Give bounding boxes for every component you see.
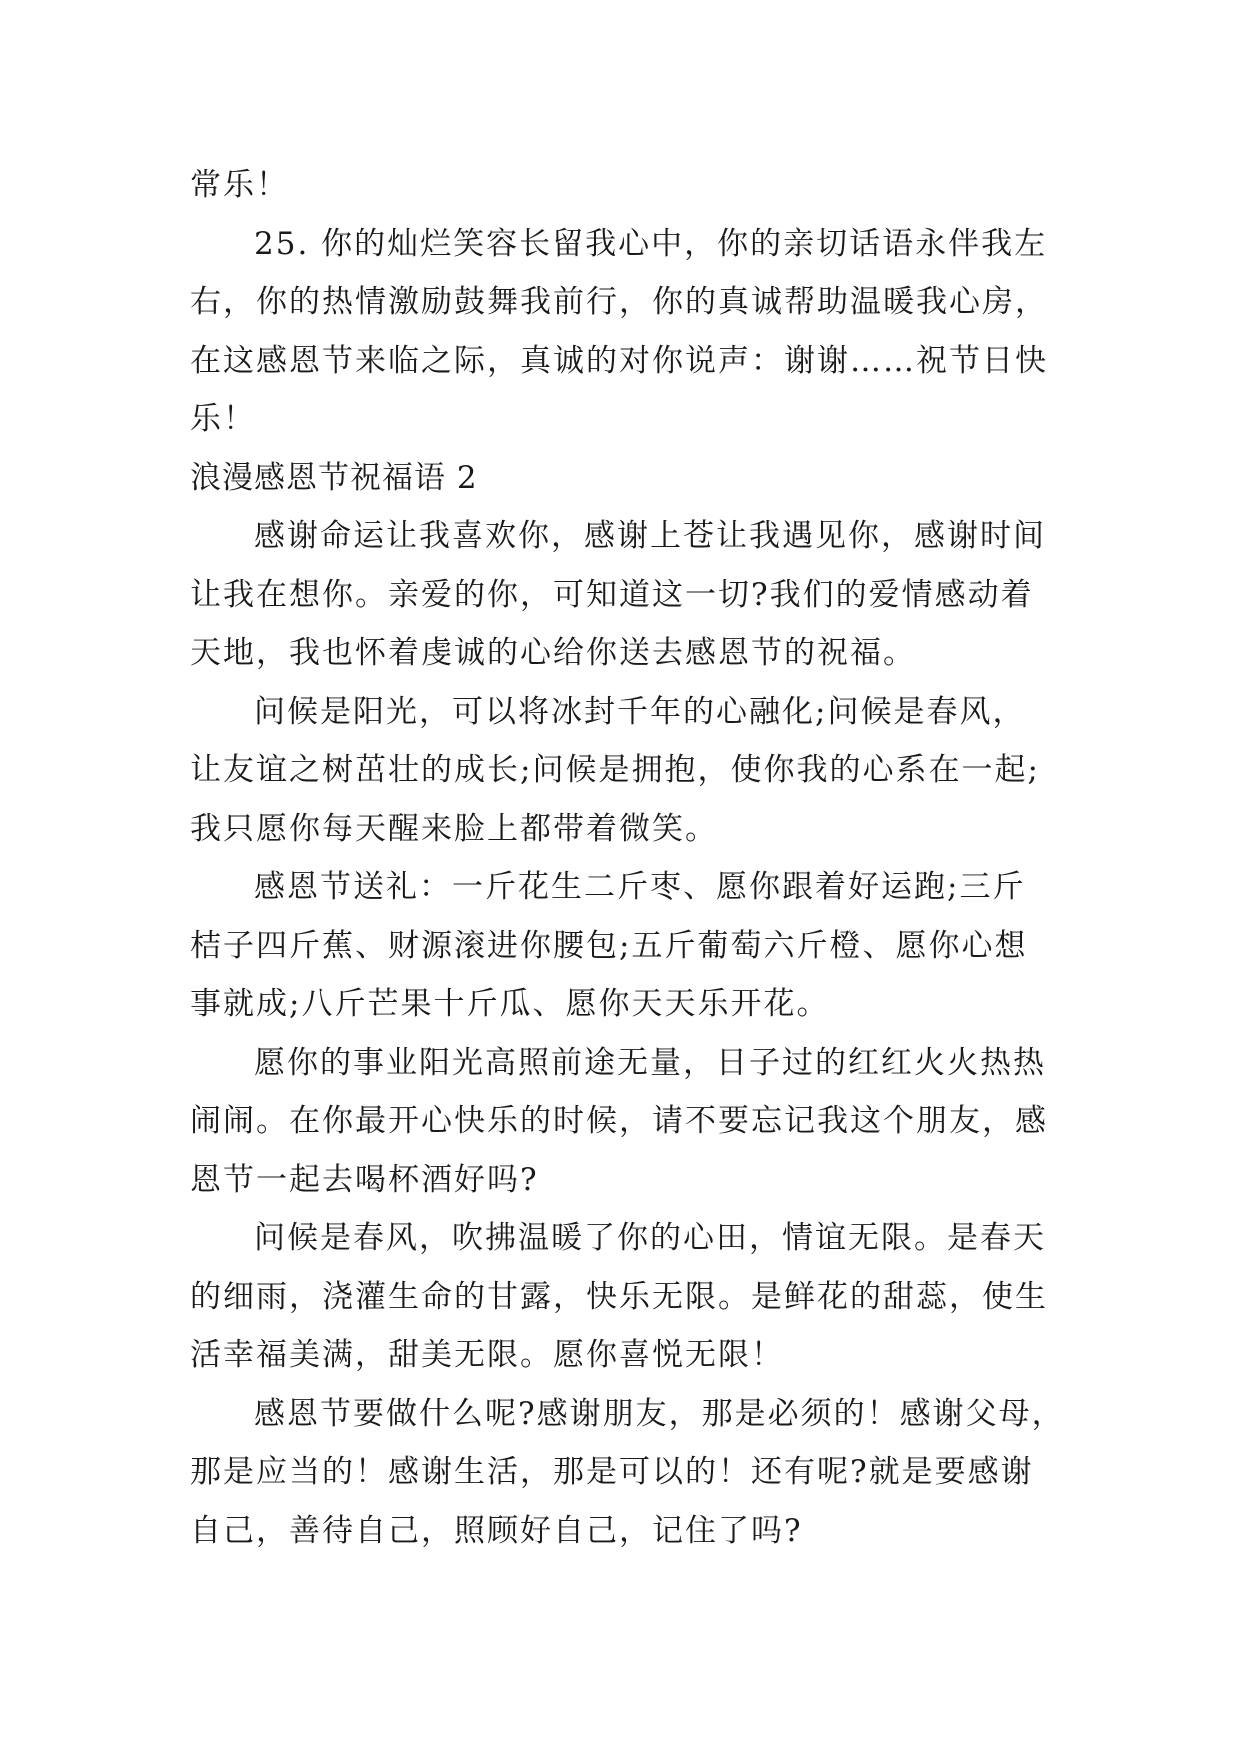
section-heading: 浪漫感恩节祝福语 2	[190, 459, 478, 496]
text-line: 愿你的事业阳光高照前途无量，日子过的红红火火热热	[254, 1044, 1046, 1081]
text-line: 乐！	[190, 401, 256, 437]
text-line: 25. 你的灿烂笑容长留我心中，你的亲切话语永伴我左	[254, 225, 1048, 262]
text-line: 在这感恩节来临之际，真诚的对你说声：谢谢……祝节日快	[190, 342, 1048, 379]
text-line: 桔子四斤蕉、财源滚进你腰包;五斤葡萄六斤橙、愿你心想	[190, 927, 1028, 964]
text-line: 恩节一起去喝杯酒好吗?	[190, 1161, 539, 1198]
text-line: 天地，我也怀着虔诚的心给你送去感恩节的祝福。	[190, 635, 916, 671]
text-line: 问候是阳光，可以将冰封千年的心融化;问候是春风，	[254, 693, 1026, 730]
text-line: 让友谊之树茁壮的成长;问候是拥抱，使你我的心系在一起;	[190, 752, 1040, 788]
text-line: 的细雨，浇灌生命的甘露，快乐无限。是鲜花的甜蕊，使生	[190, 1278, 1048, 1315]
text-line: 常乐！	[190, 167, 289, 203]
text-line: 闹闹。在你最开心快乐的时候，请不要忘记我这个朋友，感	[190, 1103, 1048, 1139]
text-line: 让我在想你。亲爱的你，可知道这一切?我们的爱情感动着	[190, 576, 1034, 613]
text-line: 右，你的热情激励鼓舞我前行，你的真诚帮助温暖我心房，	[190, 284, 1048, 320]
text-line: 活幸福美满，甜美无限。愿你喜悦无限！	[190, 1337, 784, 1373]
document-body	[190, 156, 1070, 1560]
text-line: 感恩节送礼：一斤花生二斤枣、愿你跟着好运跑;三斤	[254, 869, 1026, 905]
text-line: 问候是春风，吹拂温暖了你的心田，情谊无限。是春天	[254, 1220, 1046, 1256]
text-line: 感恩节要做什么呢?感谢朋友，那是必须的！感谢父母，	[254, 1395, 1065, 1432]
text-line: 自己，善待自己，照顾好自己，记住了吗?	[190, 1512, 803, 1549]
text-line: 那是应当的！感谢生活，那是可以的！还有呢?就是要感谢	[190, 1454, 1034, 1490]
text-line: 事就成;八斤芒果十斤瓜、愿你天天乐开花。	[190, 986, 830, 1022]
text-line: 我只愿你每天醒来脸上都带着微笑。	[190, 810, 718, 847]
text-line: 感谢命运让我喜欢你，感谢上苍让我遇见你，感谢时间	[254, 518, 1046, 554]
